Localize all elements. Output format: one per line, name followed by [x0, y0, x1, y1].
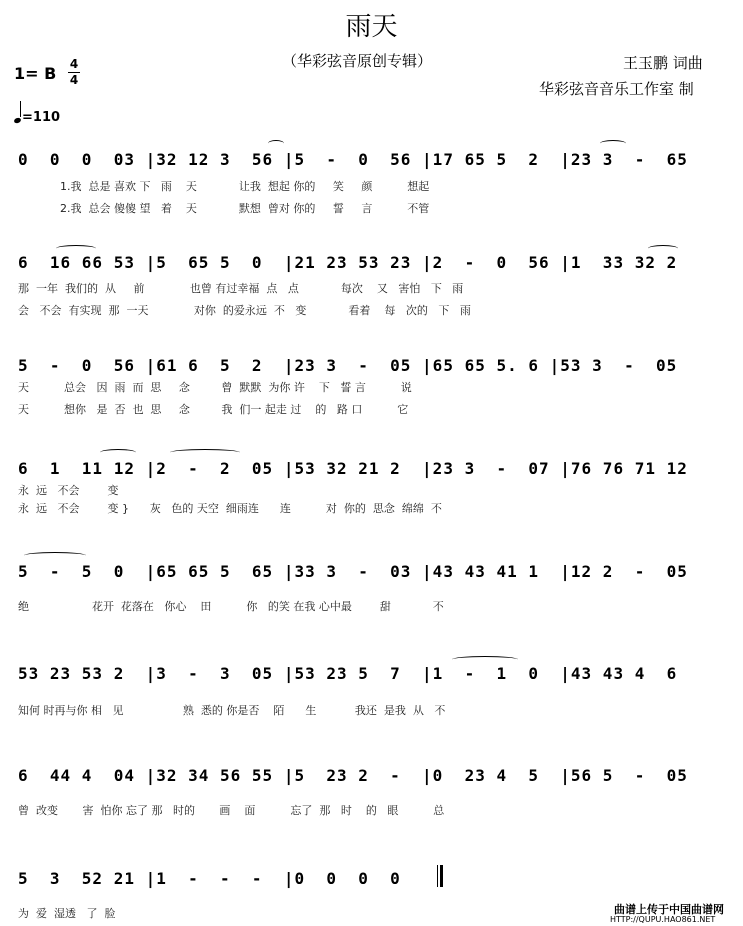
lyric-line: 绝 花开 花落在 你心 田 你 的笑 在我 心中最 甜 不 — [18, 600, 444, 613]
quarter-note-icon — [13, 117, 21, 124]
slur-mark — [268, 140, 284, 147]
slur-mark — [24, 552, 86, 559]
notation-line: 0 0 0 03 |32 12 3 56 |5 - 0 56 |17 65 5 2 |23 3 - 65 — [18, 150, 688, 169]
time-signature — [68, 58, 80, 87]
tempo-value: =110 — [22, 110, 61, 125]
site-url: HTTP://QUPU.HAO861.NET — [610, 915, 716, 924]
time-signature-bottom: 4 — [69, 73, 79, 87]
site-label: 曲谱上传于中国曲谱网 — [614, 903, 724, 916]
slur-mark — [170, 449, 240, 456]
lyric-verse-1: 1.我 总是 喜欢 下 雨 天 让我 想起 你的 笑 颜 想起 — [18, 180, 430, 193]
slur-mark — [100, 449, 136, 456]
notation-line: 6 44 4 04 |32 34 56 55 |5 23 2 - |0 23 4 5 |56 5 - 05 — [18, 766, 688, 785]
lyric-verse-2: 天 想你 是 否 也 思 念 我 们一 起走 过 的 路 口 它 — [18, 403, 409, 416]
lyric-verse-2: 永 远 不会 变 } 灰 色的 天空 细雨连 连 对 你的 思念 绵绵 不 — [18, 502, 442, 515]
lyric-verse-1: 那 一年 我们的 从 前 也曾 有过幸福 点 点 每次 又 害怕 下 雨 — [18, 282, 464, 295]
note-stem — [20, 101, 21, 117]
lyric-line: 为 爱 湿透 了 脸 — [18, 907, 116, 920]
lyric-verse-2: 会 不会 有实现 那 一天 对你 的爱永远 不 变 看着 每 次的 下 雨 — [18, 304, 471, 317]
notation-line: 6 1 11 12 |2 - 2 05 |53 32 21 2 |23 3 - 07 |76 76 71 12 — [18, 459, 688, 478]
lyric-verse-1: 永 远 不会 变 — [18, 484, 297, 497]
notation-line: 5 - 0 56 |61 6 5 2 |23 3 - 05 |65 65 5. 6 |53 3 - 05 — [18, 356, 678, 375]
slur-mark — [56, 245, 96, 252]
slur-mark — [600, 140, 626, 147]
lyric-line: 知何 时再与你 相 见 熟 悉的 你是否 陌 生 我还 是我 从 不 — [18, 704, 446, 717]
notation-line: 5 3 52 21 |1 - - - |0 0 0 0 — [18, 869, 401, 888]
slur-mark — [452, 656, 518, 663]
credit-studio: 华彩弦音音乐工作室 制 — [539, 80, 694, 98]
credit-author: 王玉鹏 词曲 — [623, 54, 703, 72]
song-title: 雨天 — [345, 12, 398, 42]
lyric-line: 曾 改变 害 怕你 忘了 那 时的 画 面 忘了 那 时 的 眼 总 — [18, 804, 445, 817]
lyric-verse-2: 2.我 总会 傻傻 望 着 天 默想 曾对 你的 誓 言 不管 — [18, 202, 430, 215]
lyric-verse-1: 天 总会 因 雨 而 思 念 曾 默默 为你 许 下 誓 言 说 — [18, 381, 412, 394]
slur-mark — [648, 245, 678, 252]
time-signature-top: 4 — [69, 57, 79, 71]
notation-line: 53 23 53 2 |3 - 3 05 |53 23 5 7 |1 - 1 0 |43 43 4 6 — [18, 664, 678, 683]
tempo-marking — [14, 105, 60, 125]
album-subtitle: （华彩弦音原创专辑） — [282, 52, 433, 70]
notation-line: 5 - 5 0 |65 65 5 65 |33 3 - 03 |43 43 41 1 |12 2 - 05 — [18, 562, 688, 581]
final-barline — [437, 865, 443, 887]
key-signature: 1= B — [14, 64, 57, 83]
notation-line: 6 16 66 53 |5 65 5 0 |21 23 53 23 |2 - 0 56 |1 33 32 2 — [18, 253, 678, 272]
